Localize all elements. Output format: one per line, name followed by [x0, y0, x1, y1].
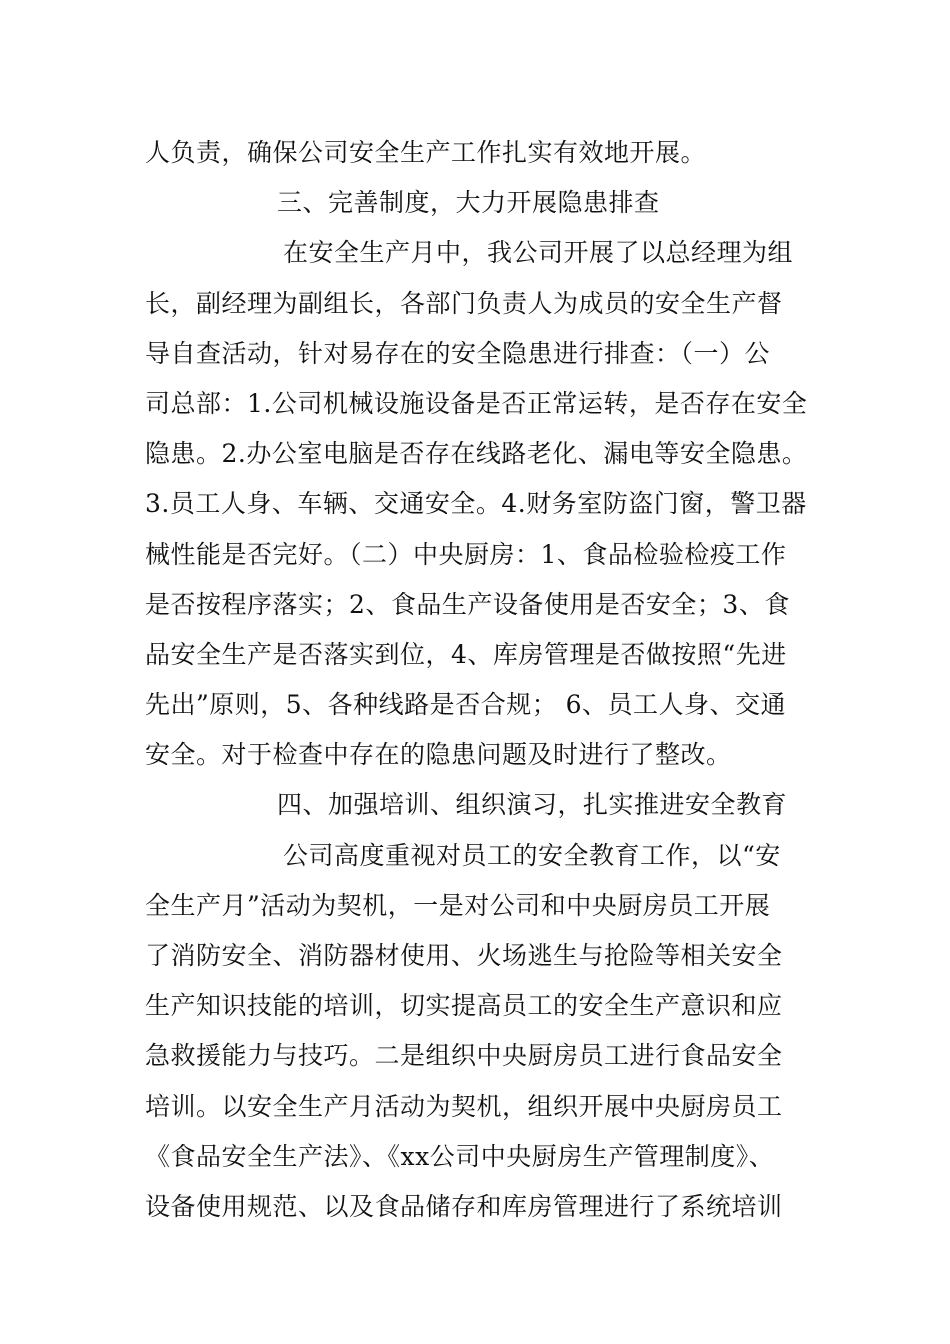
body-line: 3.员工人身、车辆、交通安全。4.财务室防盗门窗，警卫器 [145, 489, 807, 519]
body-line: 是否按程序落实；2、食品生产设备使用是否安全；3、食 [145, 589, 790, 619]
body-line: 导自查活动，针对易存在的安全隐患进行排查：（一）公 [145, 338, 771, 368]
paragraph-first-line: 公司高度重视对员工的安全教育工作，以“安 [283, 840, 781, 870]
body-line: 生产知识技能的培训，切实提高员工的安全生产意识和应 [145, 991, 783, 1021]
body-line: 安全。对于检查中存在的隐患问题及时进行了整改。 [145, 740, 732, 770]
body-line: 长，副经理为副组长，各部门负责人为成员的安全生产督 [145, 288, 783, 318]
section-heading-4: 四、加强培训、组织演习，扎实推进安全教育 [277, 790, 788, 820]
document-body [145, 128, 825, 1232]
body-line: 品安全生产是否落实到位，4、库房管理是否做按照“先进 [145, 639, 787, 669]
body-line: 《食品安全生产法》、《xx公司中央厨房生产管理制度》、 [145, 1141, 775, 1171]
body-line: 全生产月”活动为契机，一是对公司和中央厨房员工开展 [145, 890, 771, 920]
body-line: 急救援能力与技巧。二是组织中央厨房员工进行食品安全 [145, 1041, 783, 1071]
section-heading-3: 三、完善制度，大力开展隐患排查 [277, 188, 660, 218]
body-line: 了消防安全、消防器材使用、火场逃生与抢险等相关安全 [145, 941, 783, 970]
body-line: 培训。以安全生产月活动为契机，组织开展中央厨房员工 [145, 1091, 783, 1121]
body-line: 司总部：1.公司机械设施设备是否正常运转，是否存在安全 [145, 388, 808, 418]
body-line: 人负责，确保公司安全生产工作扎实有效地开展。 [145, 138, 707, 167]
paragraph-first-line: 在安全生产月中，我公司开展了以总经理为组 [283, 238, 794, 268]
body-line: 械性能是否完好。（二）中央厨房：1、食品检验检疫工作 [145, 539, 787, 569]
body-line: 隐患。2.办公室电脑是否存在线路老化、漏电等安全隐患。 [145, 439, 808, 469]
body-line: 设备使用规范、以及食品储存和库房管理进行了系统培训 [145, 1191, 783, 1221]
body-line: 先出”原则，5、各种线路是否合规； 6、员工人身、交通 [145, 690, 787, 720]
